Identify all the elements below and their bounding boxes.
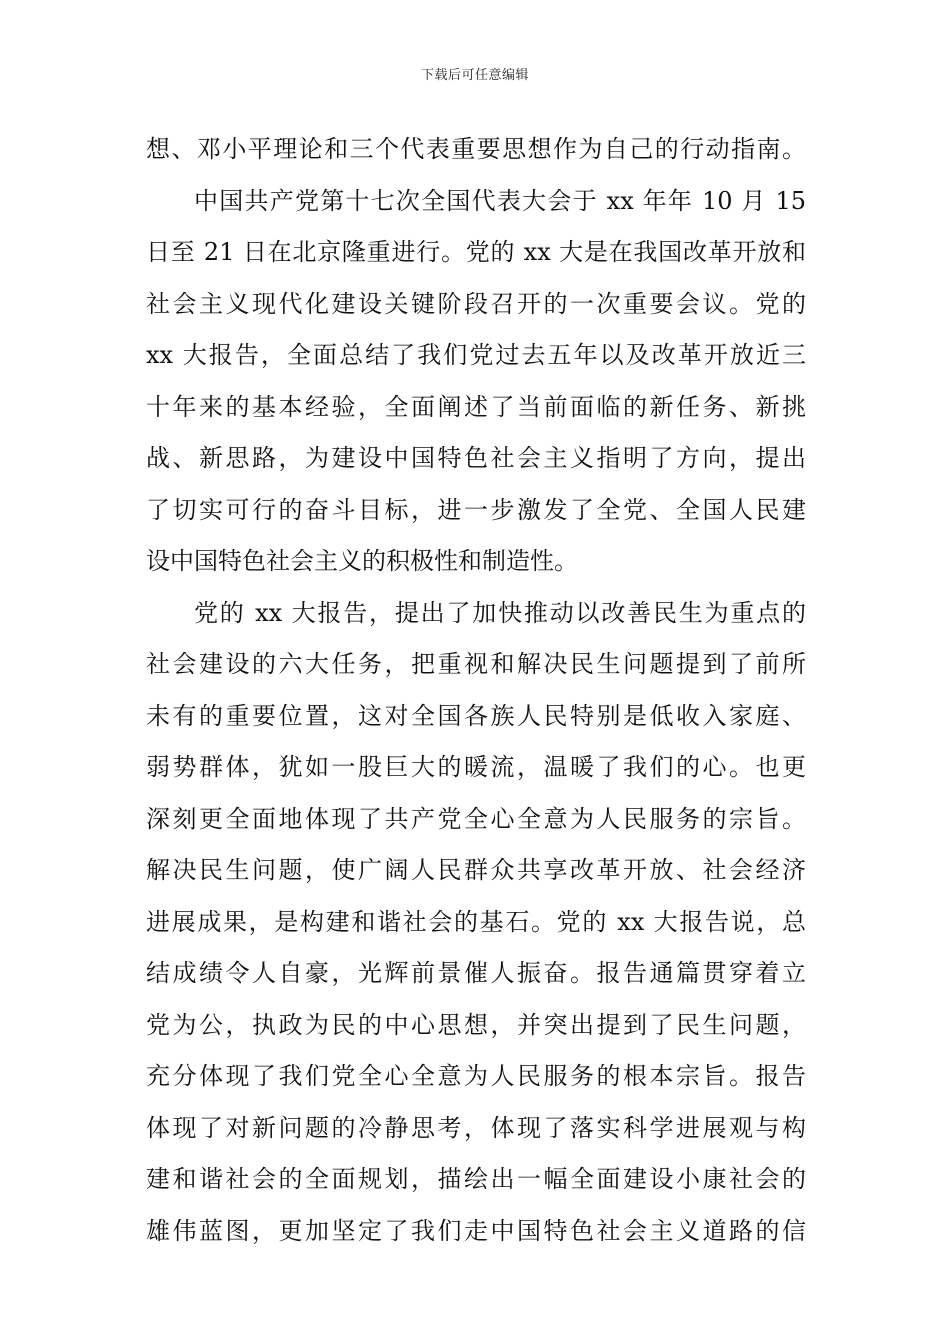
text-line: 战、新思路，为建设中国特色社会主义指明了方向，提出 [146,444,806,472]
text-line: 了切实可行的奋斗目标，进一步激发了全党、全国人民建 [146,495,806,524]
text-line: 进展成果，是构建和谐社会的基石。党的 xx 大报告说，总 [146,907,806,936]
text-line: xx 大报告，全面总结了我们党过去五年以及改革开放近三 [146,341,806,369]
text-line: 弱势群体，犹如一股巨大的暖流，温暖了我们的心。也更 [146,753,806,781]
text-line: 充分体现了我们党全心全意为人民服务的根本宗旨。报告 [146,1062,806,1090]
text-line: 社会建设的六大任务，把重视和解决民生问题提到了前所 [146,650,806,678]
page-header-note: 下载后可任意编辑 [420,68,529,83]
text-line: 结成绩令人自豪，光辉前景催人振奋。报告通篇贯穿着立 [146,959,806,987]
text-line: 想、邓小平理论和三个代表重要思想作为自己的行动指南。 [146,135,806,163]
text-line: 雄伟蓝图，更加坚定了我们走中国特色社会主义道路的信 [146,1216,806,1245]
text-line: 党的 xx 大报告，提出了加快推动以改善民生为重点的 [194,598,806,627]
text-line: 建和谐社会的全面规划，描绘出一幅全面建设小康社会的 [146,1165,806,1193]
text-line: 设中国特色社会主义的积极性和制造性。 [146,547,578,575]
text-line: 未有的重要位置，这对全国各族人民特别是低收入家庭、 [146,701,806,730]
text-line: 日至 21 日在北京隆重进行。党的 xx 大是在我国改革开放和 [146,238,806,266]
text-line: 深刻更全面地体现了共产党全心全意为人民服务的宗旨。 [146,804,806,833]
text-line: 解决民生问题，使广阔人民群众共享改革开放、社会经济 [146,856,806,884]
text-line: 中国共产党第十七次全国代表大会于 xx 年年 10 月 15 [194,186,806,215]
text-line: 社会主义现代化建设关键阶段召开的一次重要会议。党的 [146,289,806,318]
document-body [146,124,806,1257]
text-line: 党为公，执政为民的中心思想，并突出提到了民生问题， [146,1010,806,1039]
text-line: 十年来的基本经验，全面阐述了当前面临的新任务、新挑 [146,392,806,421]
text-line: 体现了对新问题的冷静思考，体现了落实科学进展观与构 [146,1113,806,1142]
